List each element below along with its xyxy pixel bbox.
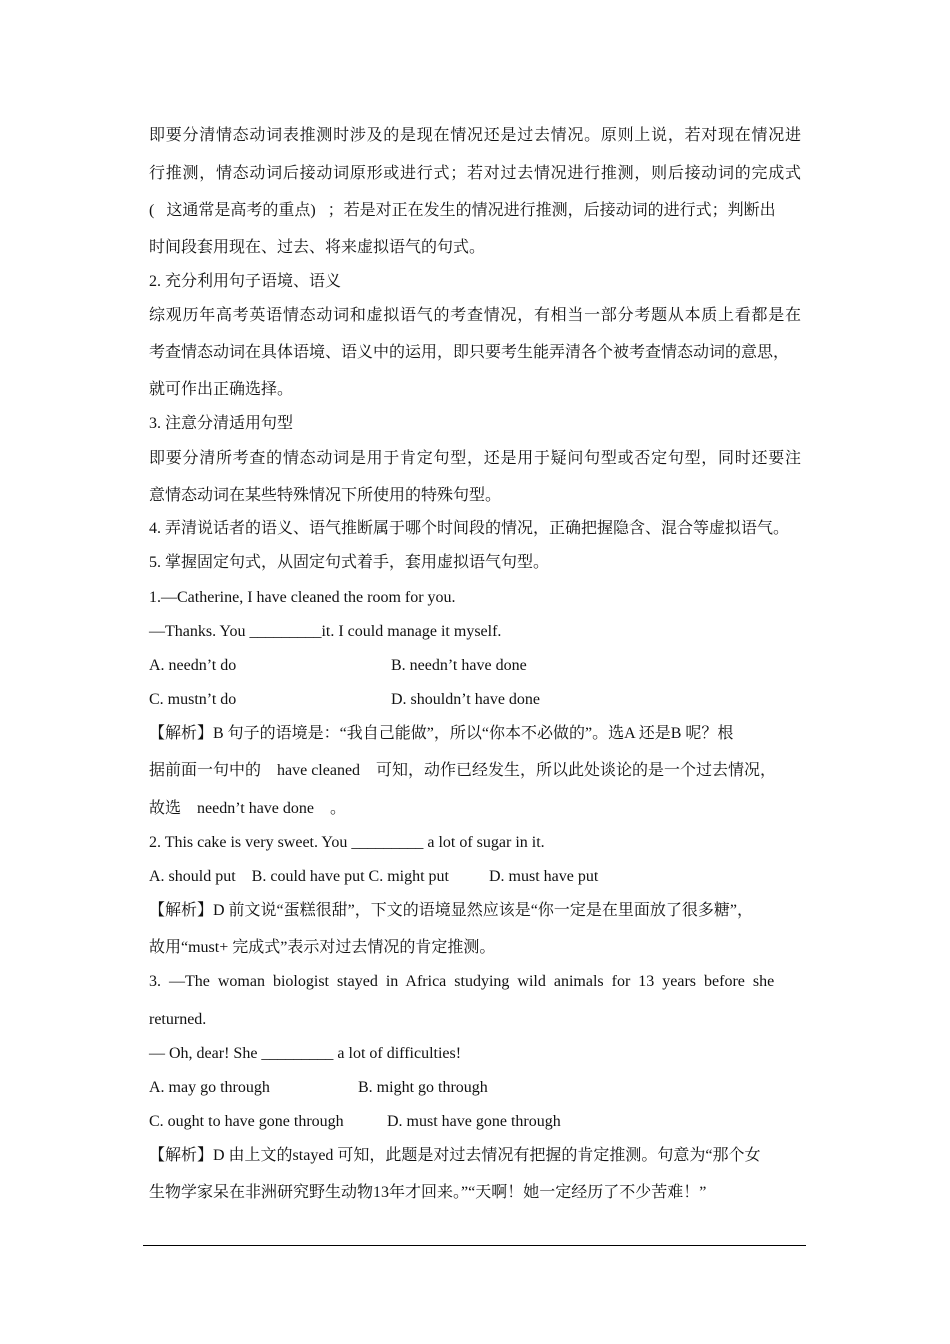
question-3-line: returned.	[149, 1011, 207, 1028]
paragraph-line: 意情态动词在某些特殊情况下所使用的特殊句型。	[149, 487, 502, 504]
paragraph-line: 即要分清情态动词表推测时涉及的是现在情况还是过去情况。原则上说，若对现在情况进	[149, 127, 801, 144]
question-2-line: 2. This cake is very sweet. You _________ a lot of sugar in it.	[149, 834, 545, 851]
question-3-line: — Oh, dear! She _________ a lot of difficulties!	[149, 1045, 462, 1062]
option-a: A. may go through	[149, 1079, 270, 1096]
section-heading-2: 2. 充分利用句子语境、语义	[149, 273, 342, 290]
section-heading-3: 3. 注意分清适用句型	[149, 415, 294, 432]
option-b: B. needn’t have done	[391, 657, 527, 674]
analysis-line: 故选 needn’t have done 。	[149, 800, 346, 817]
analysis-line: 【解析】D 由上文的stayed 可知，此题是对过去情况有把握的肯定推测。句意为“那个女	[149, 1147, 761, 1164]
analysis-line: 据前面一句中的 have cleaned 可知，动作已经发生，所以此处谈论的是一个过去情况，	[149, 762, 777, 779]
analysis-line: 【解析】D 前文说“蛋糕很甜”，下文的语境显然应该是“你一定是在里面放了很多糖”，	[149, 902, 753, 919]
paragraph-line: 就可作出正确选择。	[149, 381, 294, 398]
paragraph-line: 行推测，情态动词后接动词原形或进行式；若对过去情况进行推测，则后接动词的完成式	[149, 165, 801, 182]
paragraph-line: 考查情态动词在具体语境、语义中的运用，即只要考生能弄清各个被考查情态动词的意思，	[149, 344, 790, 361]
option-a: A. needn’t do	[149, 657, 237, 674]
option-b: B. might go through	[358, 1079, 488, 1096]
analysis-line: 故用“must+ 完成式”表示对过去情况的肯定推测。	[149, 939, 496, 956]
section-heading-5: 5. 掌握固定句式，从固定句式着手，套用虚拟语气句型。	[149, 554, 550, 571]
paragraph-line: 综观历年高考英语情态动词和虚拟语气的考查情况，有相当一部分考题从本质上看都是在	[149, 307, 801, 324]
option-c: C. ought to have gone through	[149, 1113, 344, 1130]
analysis-line: 生物学家呆在非洲研究野生动物13年才回来。”“天啊！她一定经历了不少苦难！”	[149, 1184, 707, 1201]
paragraph-line: 即要分清所考查的情态动词是用于肯定句型，还是用于疑问句型或否定句型，同时还要注	[149, 450, 801, 467]
paragraph-line: ( 这通常是高考的重点) ；若是对正在发生的情况进行推测，后接动词的进行式；判断出	[149, 202, 776, 219]
section-heading-4: 4. 弄清说话者的语义、语气推断属于哪个时间段的情况，正确把握隐含、混合等虚拟语气。	[149, 520, 790, 537]
question-1-line: —Thanks. You _________it. I could manage it myself.	[149, 623, 502, 640]
analysis-line: 【解析】B 句子的语境是：“我自己能做”，所以“你本不必做的”。选A 还是B 呢？根	[149, 725, 734, 742]
footer-divider	[143, 1245, 806, 1246]
option-c: C. mustn’t do	[149, 691, 237, 708]
question-3-line: 3. —The woman biologist stayed in Africa studying wild animals for 13 years before she	[149, 973, 775, 990]
question-1-line: 1.—Catherine, I have cleaned the room for you.	[149, 589, 456, 606]
question-2-options: A. should put B. could have put C. might put D. must have put	[149, 868, 599, 885]
option-d: D. must have gone through	[387, 1113, 561, 1130]
option-d: D. shouldn’t have done	[391, 691, 541, 708]
paragraph-line: 时间段套用现在、过去、将来虚拟语气的句式。	[149, 239, 486, 256]
